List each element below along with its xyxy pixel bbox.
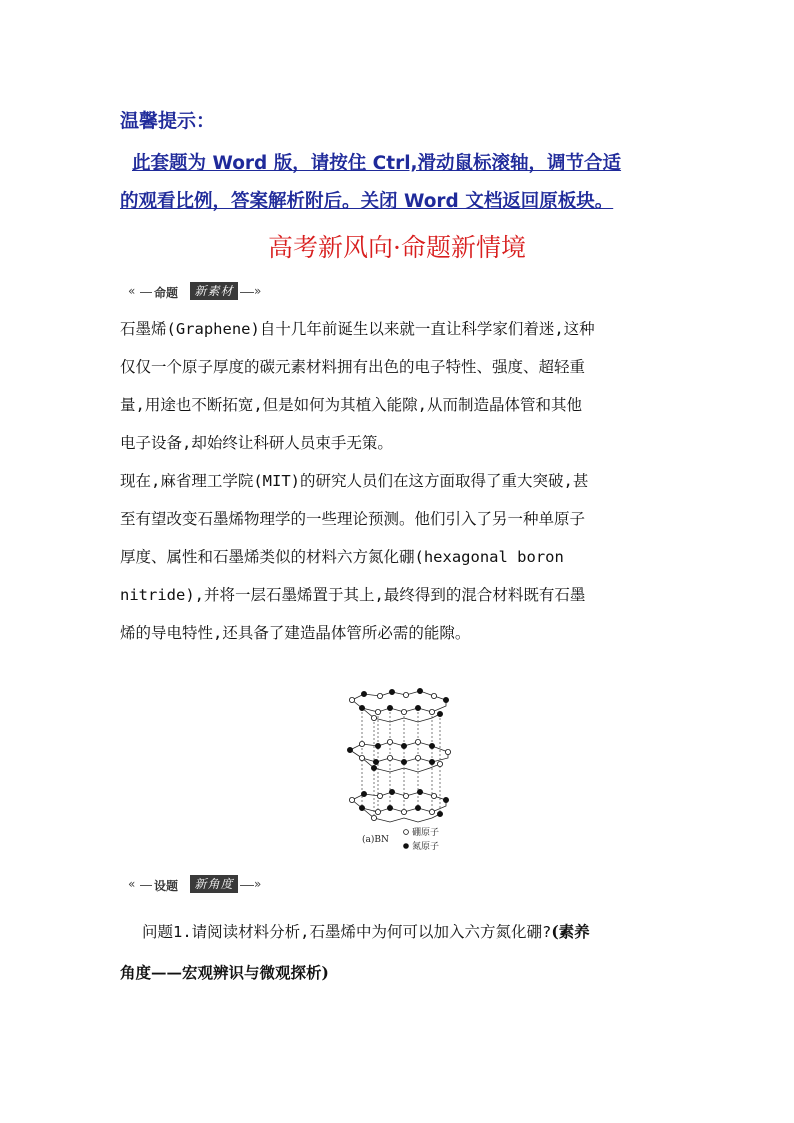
- chevron-left-icon: «: [128, 877, 136, 891]
- question-line-2: [120, 961, 329, 983]
- chevron-right-icon: »: [254, 284, 262, 298]
- section-label: 命题: [154, 286, 179, 300]
- notice-line-2[interactable]: 的观看比例，答案解析附后。关闭 Word 文档返回原板块。: [120, 191, 614, 212]
- paragraph-line: 至有望改变石墨烯物理学的一些理论预测。他们引入了另一种单原子: [120, 510, 586, 528]
- notice-line-1[interactable]: 此套题为 Word 版，请按住 Ctrl,滑动鼠标滚轴，调节合适: [132, 153, 622, 174]
- paragraph-line: 电子设备,却始终让科研人员束手无策。: [120, 434, 393, 452]
- paragraph-line: 厚度、属性和石墨烯类似的材料六方氮化硼(hexagonal boron: [120, 548, 564, 566]
- paragraph-line: 量,用途也不断拓宽,但是如何为其植入能隙,从而制造晶体管和其他: [120, 396, 582, 414]
- paragraph-line: 烯的导电特性,还具备了建造晶体管所必需的能隙。: [120, 624, 471, 642]
- legend-boron: 硼原子: [412, 828, 440, 838]
- divider: [240, 885, 254, 886]
- section-tag-material: [128, 283, 268, 303]
- paragraph-line: 仅仅一个原子厚度的碳元素材料拥有出色的电子特性、强度、超轻重: [120, 358, 586, 376]
- divider: [140, 885, 152, 886]
- section-label: 设题: [154, 879, 179, 893]
- nitrogen-legend-marker: [404, 844, 409, 849]
- section-stamp: 新素材: [190, 282, 238, 300]
- divider: [240, 292, 254, 293]
- chevron-left-icon: «: [128, 284, 136, 298]
- page-title: 高考新风向·命题新情境: [268, 233, 526, 262]
- paragraph-line: 石墨烯(Graphene)自十几年前诞生以来就一直让科学家们着迷,这种: [120, 320, 595, 338]
- boron-legend-marker: [404, 830, 409, 835]
- bn-structure-figure: [340, 686, 460, 856]
- legend-nitrogen: 氮原子: [412, 842, 440, 852]
- section-tag-angle: [128, 876, 268, 896]
- bn-lattice-diagram: [340, 686, 460, 856]
- paragraph-line: nitride),并将一层石墨烯置于其上,最终得到的混合材料既有石墨: [120, 586, 586, 604]
- section-stamp: 新角度: [190, 875, 238, 893]
- question-competency: 角度——宏观辨识与微观探析): [120, 963, 329, 982]
- question-text: 问题1.请阅读材料分析,石墨烯中为何可以加入六方氮化硼?: [142, 923, 552, 941]
- figure-caption: (a)BN: [362, 835, 389, 845]
- notice-title: 温馨提示：: [120, 110, 216, 132]
- paragraph-line: 现在,麻省理工学院(MIT)的研究人员们在这方面取得了重大突破,甚: [120, 472, 589, 490]
- divider: [140, 292, 152, 293]
- question-line-1: [142, 920, 590, 942]
- chevron-right-icon: »: [254, 877, 262, 891]
- question-tail: (素养: [551, 922, 590, 941]
